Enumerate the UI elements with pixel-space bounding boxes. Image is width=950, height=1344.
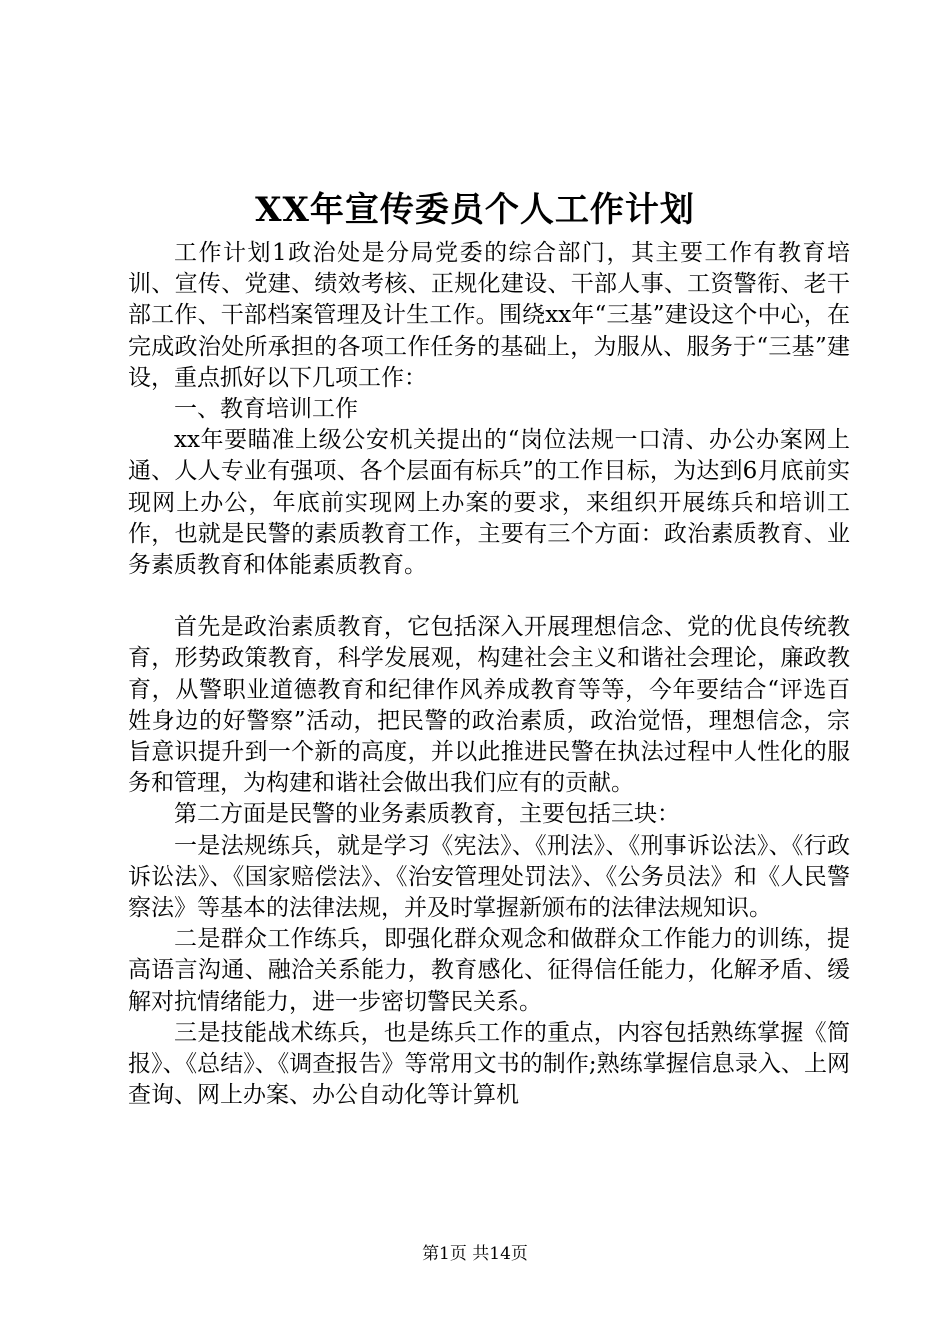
paragraph-law-training: 一是法规练兵，就是学习《宪法》、《刑法》、《刑事诉讼法》、《行政诉讼法》、《国家赔偿法》、《治安管理处罚法》、《公务员法》和《人民警察法》等基本的法律法规，并及时掌握新颁布的法律法规知识。 xyxy=(128,832,850,922)
document-title: XX年宣传委员个人工作计划 xyxy=(255,190,695,230)
section-heading-education: 一、教育培训工作 xyxy=(174,396,358,423)
paragraph-skills-training: 三是技能战术练兵，也是练兵工作的重点，内容包括熟练掌握《简报》、《总结》、《调查报告》等常用文书的制作;熟练掌握信息录入、上网查询、网上办案、办公自动化等计算机 xyxy=(128,1019,850,1109)
paragraph-mass-work-training: 二是群众工作练兵，即强化群众观念和做群众工作能力的训练，提高语言沟通、融洽关系能力，教育感化、征得信任能力，化解矛盾、缓解对抗情绪能力，进一步密切警民关系。 xyxy=(128,926,850,1015)
paragraph-intro: 工作计划1政治处是分局党委的综合部门，其主要工作有教育培训、宣传、党建、绩效考核、正规化建设、干部人事、工资警衔、老干部工作、干部档案管理及计生工作。围绕xx年“三基”建设这个中心，在完成政治处所承担的各项工作任务的基础上，为服从、服务于“三基”建设，重点抓好以下几项工作： xyxy=(128,240,850,391)
paragraph-goals: xx年要瞄准上级公安机关提出的“岗位法规一口清、办公办案网上通、人人专业有强项、各个层面有标兵”的工作目标，为达到6月底前实现网上办公，年底前实现网上办案的要求，来组织开展练兵和培训工作，也就是民警的素质教育工作，主要有三个方面：政治素质教育、业务素质教育和体能素质教育。 xyxy=(128,427,850,579)
paragraph-political-education: 首先是政治素质教育，它包括深入开展理想信念、党的优良传统教育，形势政策教育，科学发展观，构建社会主义和谐社会理论，廉政教育，从警职业道德教育和纪律作风养成教育等等，今年要结合“评选百姓身边的好警察”活动，把民警的政治素质，政治觉悟，理想信念，宗旨意识提升到一个新的高度，并以此推进民警在执法过程中人性化的服务和管理，为构建和谐社会做出我们应有的贡献。 xyxy=(128,614,850,797)
paragraph-business-education: 第二方面是民警的业务素质教育，主要包括三块： xyxy=(174,801,680,828)
page-footer: 第1页 共14页 xyxy=(422,1244,528,1264)
document-body xyxy=(128,238,850,1111)
